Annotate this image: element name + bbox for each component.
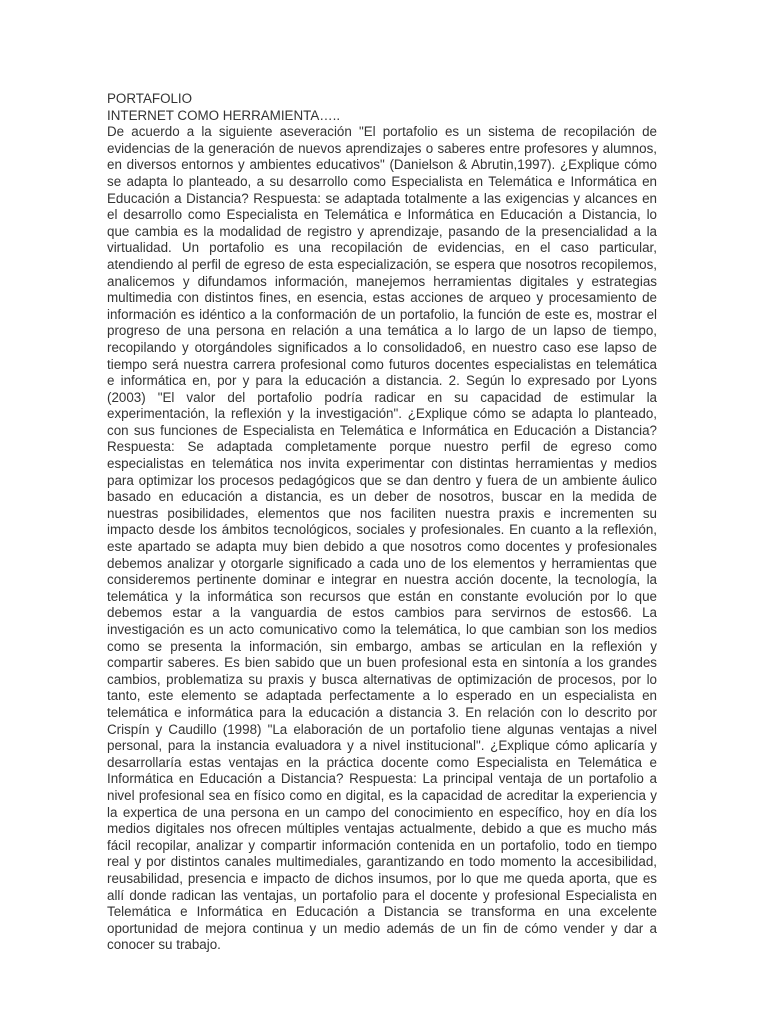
body-text-line: especialistas en telemática nos invita experimentar con distintas herramientas y medios [107,456,657,472]
document-subtitle: INTERNET COMO HERRAMIENTA….. [107,107,341,123]
body-text-line: como se presenta la información, sin embargo, ambas se articulan en la reflexión y [107,638,657,654]
body-text-line: basado en educación a distancia, es un deber de nosotros, buscar en la medida de [107,489,657,505]
body-text-line: Respuesta: Se adaptada completamente porque nuestro perfil de egreso como [107,439,657,455]
body-text-line: experimentación, la reflexión y la investigación". ¿Explique cómo se adapta lo planteado, [107,406,657,422]
body-text-line: tanto, este elemento se adaptada perfectamente a lo esperado en un especialista en [107,688,657,704]
body-text-line: oportunidad de mejora continua y un medio además de un fin de cómo vender y dar a [107,920,657,936]
body-text-line: el desarrollo como Especialista en Telemática e Informática en Educación a Distancia, lo [107,207,657,223]
body-text-line: telemática y la informática son recursos que están en constante evolución por lo que [107,588,657,604]
body-text-line: información es idéntico a la conformación de un portafolio, la función de este es, mostrar el [107,306,657,322]
body-text-line: De acuerdo a la siguiente aseveración "El portafolio es un sistema de recopilación de [107,124,657,140]
document-body [107,124,657,954]
body-text-line: Informática en Educación a Distancia? Respuesta: La principal ventaja de un portafolio a [107,771,657,787]
body-text-line: reusabilidad, presencia e impacto de dichos insumos, por lo que me queda aporta, que es [107,870,657,886]
body-text-line: fácil recopilar, analizar y compartir información contenida en un portafolio, todo en tiempo [107,837,657,853]
body-text-line: cambios, problematiza su praxis y busca alternativas de optimización de procesos, por lo [107,671,657,687]
body-text-line: progreso de una persona en relación a una temática a lo largo de un lapso de tiempo, [107,323,657,339]
body-text-line: compartir saberes. Es bien sabido que un buen profesional esta en sintonía a los grandes [107,655,657,671]
document-content [107,91,657,954]
body-text-line: analicemos y difundamos información, manejemos herramientas digitales y estrategias [107,273,657,289]
body-text-line: con sus funciones de Especialista en Telemática e Informática en Educación a Distancia? [107,422,657,438]
body-text-line: conocer su trabajo. [107,937,221,953]
body-text-line: se adapta lo planteado, a su desarrollo como Especialista en Telemática e Informática en [107,173,657,189]
body-text-line: en diversos entornos y ambientes educativos" (Danielson & Abrutin,1997). ¿Explique cómo [107,157,657,173]
body-text-line: la expertica de una persona en un campo del conocimiento en específico, hoy en día los [107,804,657,820]
body-text-line: debemos estar a la vanguardia de estos cambios para servirnos de estos66. La [107,605,657,621]
body-text-line: real y por distintos canales multimediales, garantizando en todo momento la accesibilidad, [107,854,657,870]
body-text-line: para optimizar los procesos pedagógicos que se dan dentro y fuera de un ambiente áulico [107,472,657,488]
body-text-line: virtualidad. Un portafolio es una recopilación de evidencias, en el caso particular, [107,240,657,256]
body-text-line: debemos analizar y otorgarle significado a cada uno de los elementos y herramientas que [107,555,657,571]
body-text-line: recopilando y otorgándoles significados a lo consolidado6, en nuestro caso ese lapso de [107,339,657,355]
body-text-line: que cambia es la modalidad de registro y aprendizaje, pasando de la presencialidad a la [107,223,657,239]
body-text-line: desarrollaría estas ventajas en la práctica docente como Especialista en Telemática e [107,754,657,770]
body-text-line: nuestras posibilidades, elementos que nos faciliten nuestra praxis e incrementen su [107,505,657,521]
body-text-line: allí donde radican las ventajas, un portafolio para el docente y profesional Especialista en [107,887,657,903]
body-text-line: consideremos pertinente dominar e integrar en nuestra acción docente, la tecnología, la [107,572,657,588]
body-text-line: Crispín y Caudillo (1998) "La elaboración de un portafolio tiene algunas ventajas a nivel [107,721,657,737]
body-text-line: personal, para la instancia evaluadora y a nivel institucional". ¿Explique cómo aplicaría y [107,738,657,754]
body-text-line: multimedia con distintos fines, en esencia, estas acciones de arqueo y procesamiento de [107,290,657,306]
body-text-line: medios digitales nos ofrecen múltiples ventajas actualmente, debido a que es mucho más [107,821,657,837]
body-text-line: este apartado se adapta muy bien debido a que nosotros como docentes y profesionales [107,539,657,555]
body-text-line: impacto desde los ámbitos tecnológicos, sociales y profesionales. En cuanto a la reflexión, [107,522,657,538]
body-text-line: investigación es un acto comunicativo como la telemática, lo que cambian son los medios [107,622,657,637]
document-title: PORTAFOLIO [107,91,193,106]
body-text-line: tiempo será nuestra carrera profesional como futuros docentes especialistas en telemática [107,356,657,372]
body-text-line: telemática e informática para la educación a distancia 3. En relación con lo descrito por [107,704,657,720]
body-text-line: evidencias de la generación de nuevos aprendizajes o saberes entre profesores y alumnos, [107,140,657,156]
body-text-line: nivel profesional sea en físico como en digital, es la capacidad de acreditar la experiencia y [107,787,657,803]
body-text-line: Educación a Distancia? Respuesta: se adaptada totalmente a las exigencias y alcances en [107,190,657,206]
body-text-line: e informática en, por y para la educación a distancia. 2. Según lo expresado por Lyons [107,373,657,389]
body-text-line: Telemática e Informática en Educación a Distancia se transforma en una excelente [107,904,657,920]
body-text-line: (2003) "El valor del portafolio podría radicar en su capacidad de estimular la [107,389,657,405]
body-text-line: atendiendo al perfil de egreso de esta especialización, se espera que nosotros recopilemos, [107,256,657,272]
